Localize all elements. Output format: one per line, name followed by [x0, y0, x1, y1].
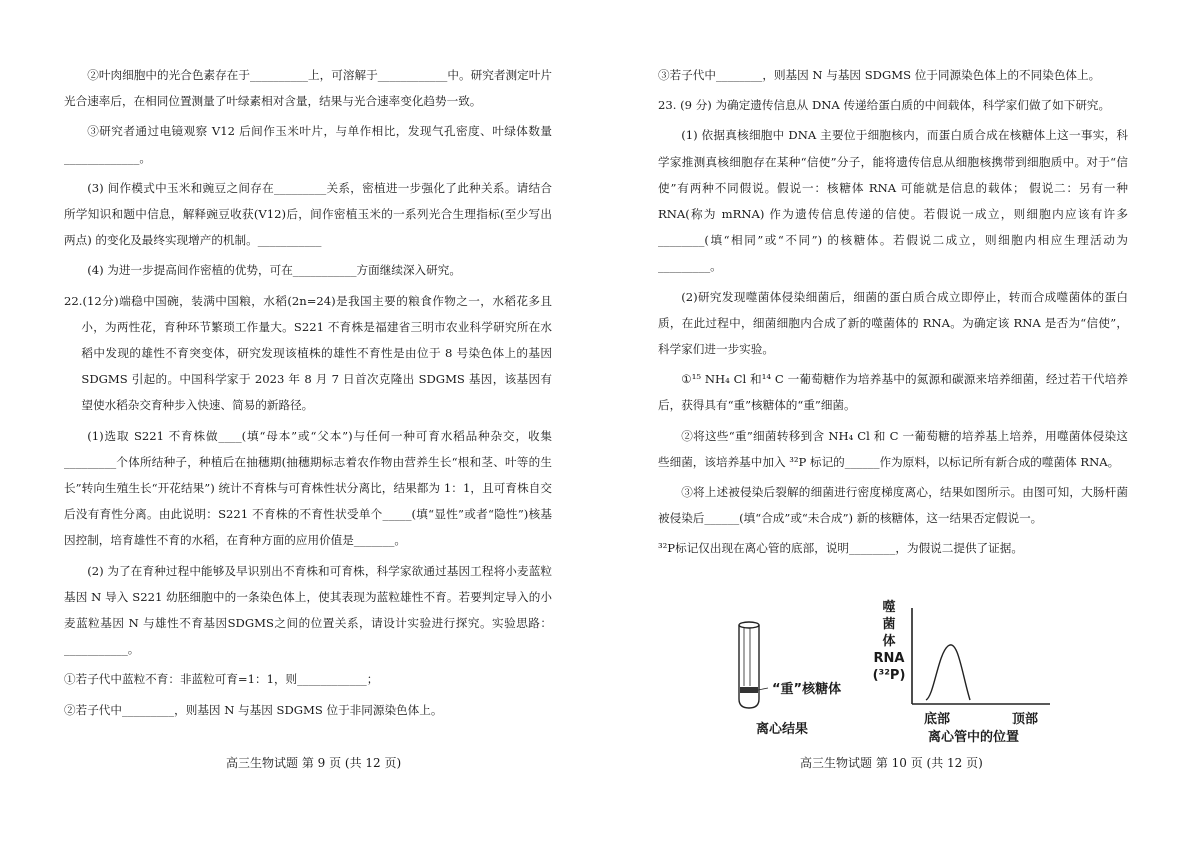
paragraph: ①¹⁵ NH₄ Cl 和¹⁴ C 一葡萄糖作为培养基中的氮源和碳源来培养细菌，经过若干代培养后，获得具有“重”核糖体的“重”细菌。 — [658, 372, 1128, 413]
centrifuge-tube — [739, 622, 768, 708]
page-footer-right: 高三生物试题 第 10 页 (共 12 页) — [800, 756, 983, 770]
right-column — [658, 62, 1128, 562]
graph-axes — [912, 608, 1050, 704]
paragraph: ②若子代中_________，则基因 N 与基因 SDGMS 位于非同源染色体上。 — [64, 702, 443, 717]
paragraph: ①若子代中蓝粒不育：非蓝粒可育=1：1，则____________； — [64, 672, 379, 687]
rna-peak-curve — [926, 645, 970, 700]
paragraph: (1) 依据真核细胞中 DNA 主要位于细胞核内，而蛋白质合成在核糖体上这一事实，科学家推测真核细胞存在某种“信使”分子，能将遗传信息从细胞核携带到细胞质中。对于“信使”有两种不同假说。假说一：核糖体 RNA 可能就是信息的载体； 假说二：另有一种 RNA(称为 mRNA) 作为遗传信息传递的信使。若假说一成立，则细胞内应该有许多________(填“相同”或“不同”) 的核糖体。若假说二成立，则细胞内相应生理活动为_________。 — [658, 128, 1128, 274]
paragraph: ②将这些“重”细菌转移到含 NH₄ Cl 和 C 一葡萄糖的培养基上培养，用噬菌体侵染这些细菌，该培养基中加入 ³²P 标记的______作为原料，以标记所有新合成的噬菌体 RNA。 — [658, 428, 1128, 469]
paragraph: (3) 间作模式中玉米和豌豆之间存在_________关系，密植进一步强化了此种关系。请结合所学知识和题中信息，解释豌豆收获(V12)后，间作密植玉米的一系列光合生理指标(至少写出两点) 的变化及最终实现增产的机制。___________ — [64, 180, 552, 248]
question-23: 23. (9 分) 为确定遗传信息从 DNA 传递给蛋白质的中间载体，科学家们做了如下研究。 — [658, 98, 1111, 113]
heavy-ribosome-band — [740, 687, 758, 693]
paragraph: ③若子代中________，则基因 N 与基因 SDGMS 位于同源染色体上的不同染色体上。 — [658, 68, 1101, 82]
paragraph: ③将上述被侵染后裂解的细菌进行密度梯度离心，结果如图所示。由图可知，大肠杆菌被侵染后______(填“合成”或“未合成”) 新的核糖体，这一结果否定假说一。 — [658, 485, 1128, 526]
paragraph: ³²P标记仅出现在离心管的底部，说明________，为假说二提供了证据。 — [658, 541, 1023, 556]
paragraph: (2) 为了在育种过程中能够及早识别出不育株和可育株，科学家欲通过基因工程将小麦蓝粒基因 N 导入 S221 幼胚细胞中的一条染色体上，使其表现为蓝粒雄性不育。若要判定导入的小麦蓝粒基因 N 与雄性不育基因SDGMS之间的位置关系，请设计实验进行探究。实验思路：___________。 — [64, 563, 552, 657]
paragraph: (2)研究发现噬菌体侵染细菌后，细菌的蛋白质合成立即停止，转而合成噬菌体的蛋白质，在此过程中，细菌细胞内合成了新的噬菌体的 RNA。为确定该 RNA 是否为“信使”，科学家们进一步实验。 — [658, 289, 1128, 357]
tube-label: “重”核糖体 — [772, 682, 842, 697]
question-22: 22.(12分)端稳中国碗，装满中国粮，水稻(2n=24)是我国主要的粮食作物之一，水稻花多且小，为两性花，育种环节繁琐工作量大。S221 不育株是福建省三明市农业科学研究所在水稻中发现的雄性不育突变体，研究发现该植株的雄性不育性是由位于 8 号染色体上的基因 SDGMS 引起的。中国科学家于 2023 年 8 月 7 日首次克隆出 SDGMS 基因，该基因有望使水稻杂交育种步入快速、简易的新路径。 — [64, 293, 552, 413]
left-column — [64, 62, 552, 723]
x-axis-caption: 离心管中的位置 — [928, 730, 1020, 745]
x-axis-right-label: 顶部 — [1012, 712, 1039, 727]
x-axis-left-label: 底部 — [924, 712, 951, 727]
paragraph: (1)选取 S221 不育株做____(填“母本”或“父本”)与任何一种可育水稻品种杂交，收集_________个体所结种子，种植后在抽穗期(抽穗期标志着农作物由营养生长“根和茎、叶等的生长”转向生殖生长“开花结果”) 统计不育株与可育株性状分离比，结果都为 1：1，且可育株自交后没有育性分离。由此说明：S221 不育株的不育性状受单个_____(填“显性”或者“隐性”)核基因控制，培育雄性不育的水稻，在育种方面的应用价值是_______。 — [64, 428, 552, 548]
paragraph: ②叶肉细胞中的光合色素存在于__________上，可溶解于____________中。研究者测定叶片光合速率后，在相同位置测量了叶绿素相对含量，结果与光合速率变化趋势一致。 — [64, 68, 552, 109]
paragraph: (4) 为进一步提高间作密植的优势，可在___________方面继续深入研究。 — [87, 263, 461, 278]
paragraph: ③研究者通过电镜观察 V12 后间作玉米叶片，与单作相比，发现气孔密度、叶绿体数量_____________。 — [64, 124, 552, 165]
y-axis-label: 噬 菌 体 RNA (³²P) — [872, 600, 906, 683]
centrifuge-figure — [720, 600, 1080, 750]
tube-caption: 离心结果 — [756, 722, 809, 737]
page-footer-left: 高三生物试题 第 9 页 (共 12 页) — [226, 756, 402, 770]
